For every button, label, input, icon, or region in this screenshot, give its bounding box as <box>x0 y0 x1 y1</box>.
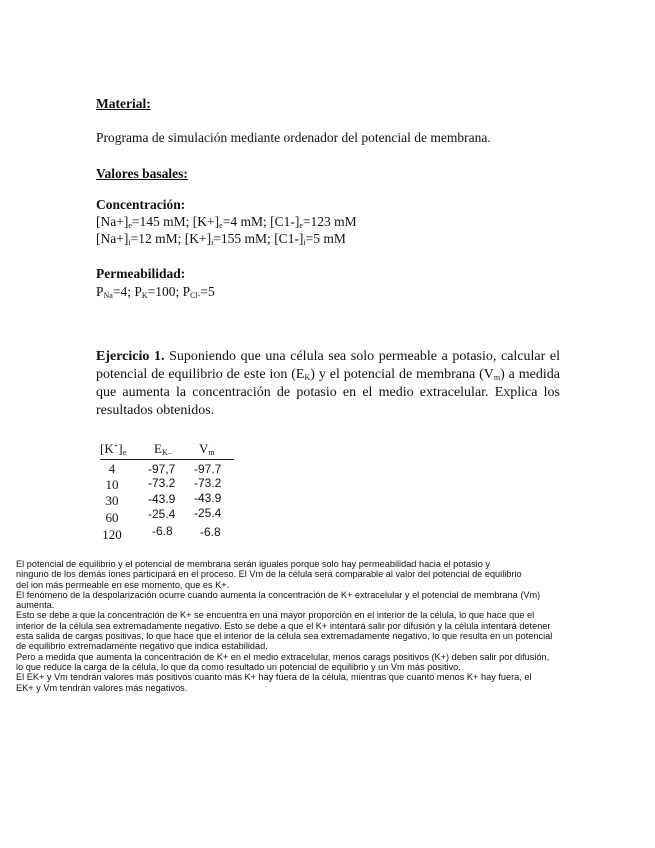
material-text: Programa de simulación mediante ordenador del potencial de membrana. <box>96 130 491 145</box>
material-heading: Material: <box>96 96 151 111</box>
header-rule <box>100 459 234 460</box>
exercise-title: Ejercicio 1. <box>96 349 165 364</box>
cell-ek: -97,7 <box>148 462 176 476</box>
header-k: $[K^+]_e$ <box>100 441 127 457</box>
note-line: del ion más permeable en ese momento, que es K+. <box>16 579 230 590</box>
note-line: ninguno de los demás iones participará en el proceso. El Vm de la célula será comparable al valor del potencial de equilibrio <box>16 569 522 580</box>
cell-vm: -6.8 <box>200 525 221 539</box>
permeability-heading: Permeabilidad: <box>96 266 186 281</box>
header-vm: $V_m$ <box>199 441 215 457</box>
cell-ek: -43.9 <box>148 492 176 506</box>
cell-ek: -73.2 <box>148 476 176 490</box>
extracellular-concentrations: $[Na+]_e=145$ mM; $[K+]_e=4$ mM; $[C1-]_e=123$ mM <box>96 214 357 230</box>
note-line: El potencial de equilibrio y el potencial de membrana serán iguales porque solo hay permeabilidad hacia el potasio y <box>16 559 490 569</box>
basal-heading: Valores basales: <box>96 166 188 181</box>
note-line: EK+ y Vm tendrán valores más negativos. <box>16 682 188 693</box>
cell-k: 4 <box>108 461 116 476</box>
cell-vm: -97.7 <box>194 462 222 476</box>
header-ek: $E_{K-}$ <box>154 441 172 457</box>
permeability-values: $P_{Na}=4$; $P_K=100$; $P_{Cl-}=5$ <box>96 284 215 300</box>
cell-vm: -25.4 <box>194 506 222 520</box>
exercise-paragraph: Ejercicio 1. Suponiendo que una célula sea solo permeable a potasio, calcular el potencial de equilibrio de este ion $(E_K)$ y el potencial de membrana $(V_m)$ a medida que aumenta la concentración de potasio en el medio extracelular. Explica los resultados obtenidos. <box>96 349 560 418</box>
results-table <box>100 441 234 545</box>
cell-k: 30 <box>105 493 119 508</box>
note-line: El fenómeno de la despolarización ocurre cuando aumenta la concentración de K+ extracelular y el potencial de membrana (Vm) <box>16 589 541 600</box>
concentration-heading: Concentración: <box>96 197 186 212</box>
cell-ek: -25.4 <box>148 507 176 521</box>
note-line: Pero a medida que aumenta la concentración de K+ en el medio extracelular, menos carags positivos (K+) deben salir por difusión, <box>16 651 550 662</box>
cell-k: 10 <box>105 477 119 492</box>
note-line: aumenta. <box>16 600 55 611</box>
cell-vm: -43.9 <box>194 491 222 505</box>
cell-ek: -6.8 <box>152 524 173 538</box>
note-line: de equilibrio extremadamente negativo que indica estabilidad. <box>16 641 268 652</box>
note-line: interior de la célula sea extremadamente negativo. Esto se debe a que el K+ intentará salir por difusión y la célula intentará detener <box>16 620 551 631</box>
note-line: esta salida de cargas positivas, lo que hace que el interior de la célula sea extremadamente negativo, lo que resulta en un potencial <box>16 631 553 642</box>
note-line: El EK+ y Vm tendrán valores más positivos cuanto más K+ hay fuera de la célula, mientras que cuanto menos K+ hay fuera, el <box>16 672 532 683</box>
cell-k: 120 <box>102 527 122 542</box>
answer-notes <box>16 559 644 693</box>
note-line: Esto se debe a que la concentración de K+ se encuentra en una mayor proporción en el interior de la célula, lo que hace que el <box>16 610 535 621</box>
note-line: lo que reduce la carga de la célula, lo que da como resultado un potencial de equilibrio y un Vm más positivo. <box>16 661 461 672</box>
cell-k: 60 <box>105 510 119 525</box>
intracellular-concentrations: $[Na+]_i=12$ mM; $[K+]_i=155$ mM; $[C1-]_i=5$ mM <box>96 231 346 247</box>
cell-vm: -73.2 <box>194 476 222 490</box>
